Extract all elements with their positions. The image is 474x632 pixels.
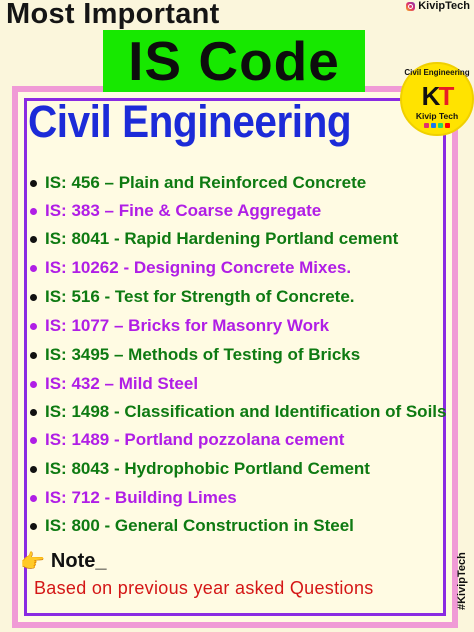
instagram-icon: [406, 2, 415, 11]
list-item: [30, 285, 355, 309]
social-icon: [438, 123, 443, 128]
list-item: [30, 372, 198, 396]
is-code-banner: [103, 30, 365, 92]
logo-letter-k: K: [421, 81, 439, 111]
list-item: [30, 199, 321, 223]
list-item-text: IS: 712 - Building Limes: [45, 488, 237, 507]
list-item-text: IS: 1077 – Bricks for Masonry Work: [45, 316, 330, 335]
page-heading: Civil Engineering: [28, 96, 352, 147]
list-item: [30, 343, 360, 367]
social-icon: [431, 123, 436, 128]
bullet-icon: [30, 323, 37, 330]
list-item: [30, 486, 237, 510]
bullet-icon: [30, 352, 37, 359]
bullet-icon: [30, 409, 37, 416]
list-item-text: IS: 3495 – Methods of Testing of Bricks: [45, 345, 361, 364]
list-item-text: IS: 10262 - Designing Concrete Mixes.: [45, 258, 352, 277]
list-item-text: IS: 1498 - Classification and Identification of Soils: [45, 402, 447, 421]
list-item-text: IS: 8041 - Rapid Hardening Portland cement: [45, 229, 399, 248]
logo-letter-t: T: [438, 81, 453, 111]
handle-text: KivipTech: [418, 0, 470, 12]
list-item: [30, 227, 398, 251]
instagram-handle: [406, 0, 470, 12]
logo-kt-letters: [402, 81, 472, 112]
bullet-icon: [30, 294, 37, 301]
bullet-icon: [30, 236, 37, 243]
bullet-icon: [30, 523, 37, 530]
social-icon: [424, 123, 429, 128]
list-item: [30, 256, 351, 280]
list-item-text: IS: 1489 - Portland pozzolana cement: [45, 430, 345, 449]
bullet-icon: [30, 265, 37, 272]
list-item-text: IS: 456 – Plain and Reinforced Concrete: [45, 173, 367, 192]
bullet-icon: [30, 466, 37, 473]
logo-name: Kivip Tech: [415, 111, 459, 121]
side-hashtag: #KivipTech: [456, 552, 468, 610]
list-item: [30, 400, 446, 424]
list-item: [30, 171, 366, 195]
list-item: [30, 514, 354, 538]
bullet-icon: [30, 180, 37, 187]
list-item-text: IS: 432 – Mild Steel: [45, 374, 199, 393]
bullet-icon: [30, 208, 37, 215]
list-item-text: IS: 8043 - Hydrophobic Portland Cement: [45, 459, 370, 478]
social-icon: [445, 123, 450, 128]
list-item-text: IS: 383 – Fine & Coarse Aggregate: [45, 201, 322, 220]
bullet-icon: [30, 381, 37, 388]
note-label: [20, 549, 106, 574]
pointing-hand-icon: 👉: [20, 551, 45, 573]
list-item-text: IS: 800 - General Construction in Steel: [45, 516, 354, 535]
top-title: Most Important: [6, 0, 220, 30]
note-description: Based on previous year asked Questions: [34, 578, 374, 598]
kiviptech-logo: [400, 62, 474, 136]
bullet-icon: [30, 495, 37, 502]
bullet-icon: [30, 437, 37, 444]
logo-ring-text: Civil Engineering: [404, 68, 470, 77]
banner-text: IS Code: [128, 29, 340, 92]
list-item: [30, 314, 329, 338]
list-item-text: IS: 516 - Test for Strength of Concrete.: [45, 287, 355, 306]
note-text: Note_: [50, 550, 107, 572]
logo-social-icons: [402, 123, 472, 128]
list-item: [30, 457, 370, 481]
list-item: [30, 428, 344, 452]
